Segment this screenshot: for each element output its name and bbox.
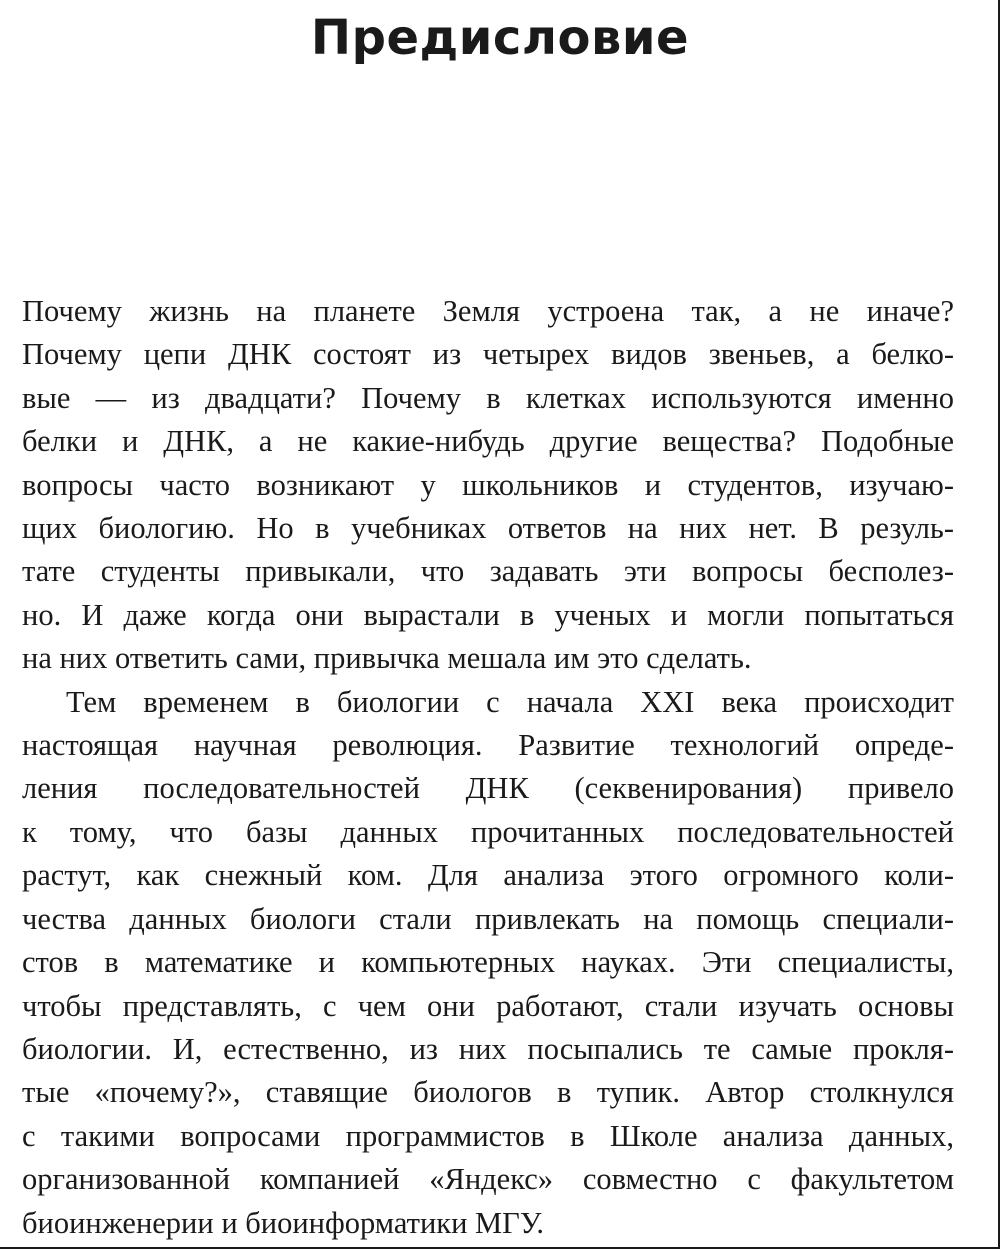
text-line: биоинженерии и биоинформатики МГУ. — [22, 1205, 545, 1240]
text-line: с такими вопросами программистов в Школе анализа данных, — [22, 1118, 954, 1153]
text-line: ления последовательностей ДНК (секвенирования) привело — [22, 771, 954, 806]
text-line: щих биологию. Но в учебниках ответов на них нет. В резуль- — [22, 511, 954, 546]
text-line: тые «почему?», ставящие биологов в тупик. Автор столкнулся — [22, 1075, 954, 1110]
text-line: организованной компанией «Яндекс» совместно с факультетом — [22, 1162, 954, 1197]
text-line: Тем временем в биологии с начала XXI века происходит — [66, 684, 954, 719]
text-line: биологии. И, естественно, из них посыпались те самые прокля- — [22, 1031, 954, 1066]
text-line: белки и ДНК, а не какие-нибудь другие вещества? Подобные — [22, 424, 954, 459]
text-line: стов в математике и компьютерных науках. Эти специалисты, — [22, 945, 954, 980]
text-line: вые — из двадцати? Почему в клетках используются именно — [22, 380, 954, 415]
text-line: вопросы часто возникают у школьников и студентов, изучаю- — [22, 467, 954, 502]
text-line: настоящая научная революция. Развитие технологий опреде- — [22, 728, 954, 763]
text-line: чества данных биологи стали привлекать на помощь специали- — [22, 901, 954, 936]
text-line: Почему цепи ДНК состоят из четырех видов звеньев, а белко- — [22, 337, 954, 372]
text-line: на них ответить сами, привычка мешала им это сделать. — [22, 641, 752, 676]
text-line: чтобы представлять, с чем они работают, стали изучать основы — [22, 988, 954, 1023]
chapter-title: Предисловие — [310, 10, 690, 66]
body-text — [22, 290, 954, 1245]
text-line: тате студенты привыкали, что задавать эти вопросы бесполез- — [22, 554, 954, 589]
paragraph-2 — [22, 681, 954, 1245]
text-line: к тому, что базы данных прочитанных последовательностей — [22, 814, 954, 849]
text-line: растут, как снежный ком. Для анализа этого огромного коли- — [22, 858, 954, 893]
text-line: но. И даже когда они вырастали в ученых и могли попытаться — [22, 597, 954, 632]
paragraph-1 — [22, 290, 954, 681]
text-line: Почему жизнь на планете Земля устроена так, а не иначе? — [22, 294, 954, 328]
